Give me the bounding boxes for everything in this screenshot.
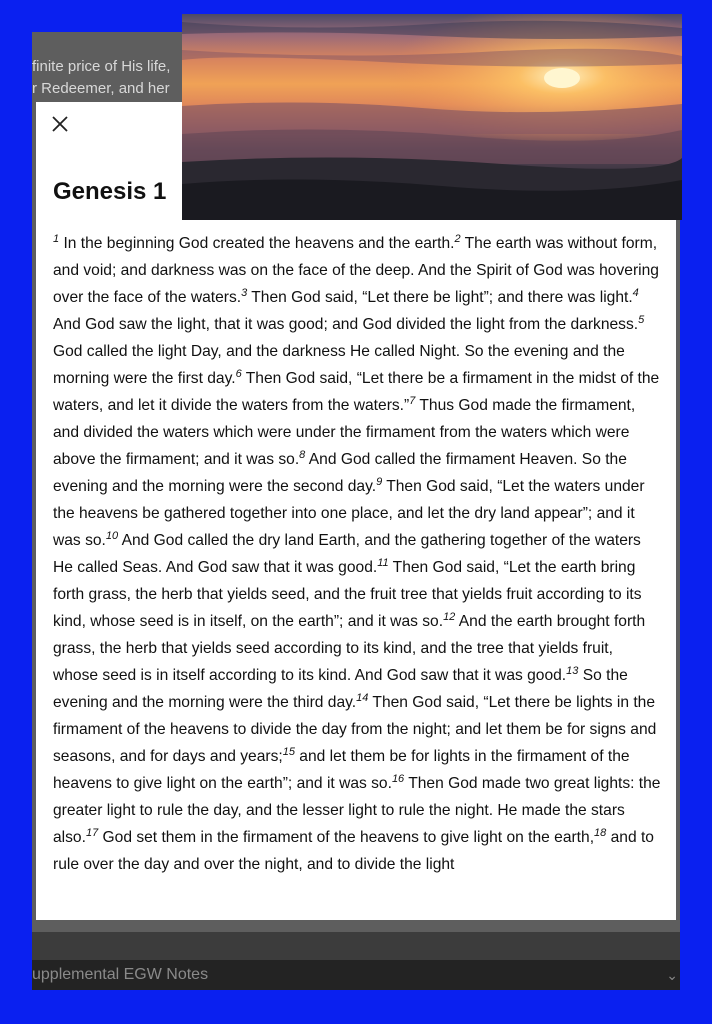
sunset-header-image <box>182 14 682 220</box>
verse-number: 15 <box>282 745 295 758</box>
close-icon[interactable] <box>50 114 70 134</box>
verse-text: God called the light Day, and the darkness He called Night. So the evening and the morning were the first day. <box>53 343 625 387</box>
page-title: Genesis 1 <box>53 178 167 205</box>
verse-text: Then God said, “Let the earth bring forth grass, the herb that yields seed, and the fruit tree that yields fruit according to its kind, whose seed is in itself, on the earth”; and it was so. <box>53 559 642 630</box>
supplemental-notes-bar[interactable] <box>32 960 680 990</box>
verse-number: 5 <box>638 313 645 326</box>
verse-number: 9 <box>376 475 383 488</box>
scripture-dialog <box>36 102 676 920</box>
verse-number: 11 <box>377 556 389 569</box>
verse-text: And God saw the light, that it was good; and God divided the light from the darkness. <box>53 316 639 333</box>
background-text-line: r Redeemer, and her <box>32 80 170 97</box>
verse-number: 13 <box>566 664 579 677</box>
verse-number: 7 <box>409 394 416 407</box>
background-band <box>32 932 680 960</box>
verse-number: 2 <box>454 232 461 245</box>
verse-text: Thus God made the firmament, and divided the waters which were under the firmament from the waters which were above the firmament; and it was so. <box>53 397 636 468</box>
verse-text: In the beginning God created the heavens and the earth. <box>59 235 455 252</box>
verse-number: 18 <box>594 826 607 839</box>
verse-text: and to rule over the day and over the night, and to divide the light <box>53 829 654 873</box>
verse-number: 17 <box>85 826 99 839</box>
verse-number: 1 <box>53 232 60 245</box>
verse-number: 4 <box>632 286 639 299</box>
verse-text: God set them in the firmament of the heavens to give light on the earth, <box>98 829 595 846</box>
verse-text: Then God said, “Let there be light”; and there was light. <box>247 289 633 306</box>
verse-number: 16 <box>391 772 405 785</box>
verse-text: So the evening and the morning were the third day. <box>53 667 628 711</box>
verse-text: And God called the dry land Earth, and the gathering together of the waters He called Seas. And God saw that it was good. <box>53 532 641 576</box>
verse-number: 6 <box>235 367 242 380</box>
verse-number: 12 <box>443 610 456 623</box>
verse-text: And the earth brought forth grass, the herb that yields seed according to its kind, and the tree that yields fruit, whose seed is in itself according to its kind. And God saw that it was good. <box>53 613 646 684</box>
verse-text: Then God made two great lights: the greater light to rule the day, and the lesser light to rule the night. He made the stars also. <box>53 775 661 846</box>
verse-text: and let them be for lights in the firmament of the heavens to give light on the earth”; and it was so. <box>53 748 630 792</box>
supplemental-notes-label: upplemental EGW Notes <box>32 966 209 983</box>
verse-text: The earth was without form, and void; and darkness was on the face of the deep. And the Spirit of God was hovering over the face of the waters. <box>53 235 659 306</box>
verse-number: 10 <box>105 529 119 542</box>
verse-text: Then God said, “Let there be lights in the firmament of the heavens to divide the day from the night; and let them be for signs and seasons, and for days and years; <box>53 694 657 765</box>
verse-number: 3 <box>241 286 248 299</box>
verse-text: Then God said, “Let the waters under the heavens be gathered together into one place, and let the dry land appear”; and it was so. <box>53 478 645 549</box>
verse-text: And God called the firmament Heaven. So the evening and the morning were the second day. <box>53 451 627 495</box>
verse-number: 14 <box>356 691 369 704</box>
verse-number: 8 <box>299 448 306 461</box>
chevron-down-icon[interactable]: ⌄ <box>666 967 678 983</box>
verse-text: Then God said, “Let there be a firmament in the midst of the waters, and let it divide the waters from the waters.” <box>53 370 660 414</box>
scripture-text <box>53 230 661 878</box>
background-text-line: finite price of His life, <box>32 58 171 75</box>
